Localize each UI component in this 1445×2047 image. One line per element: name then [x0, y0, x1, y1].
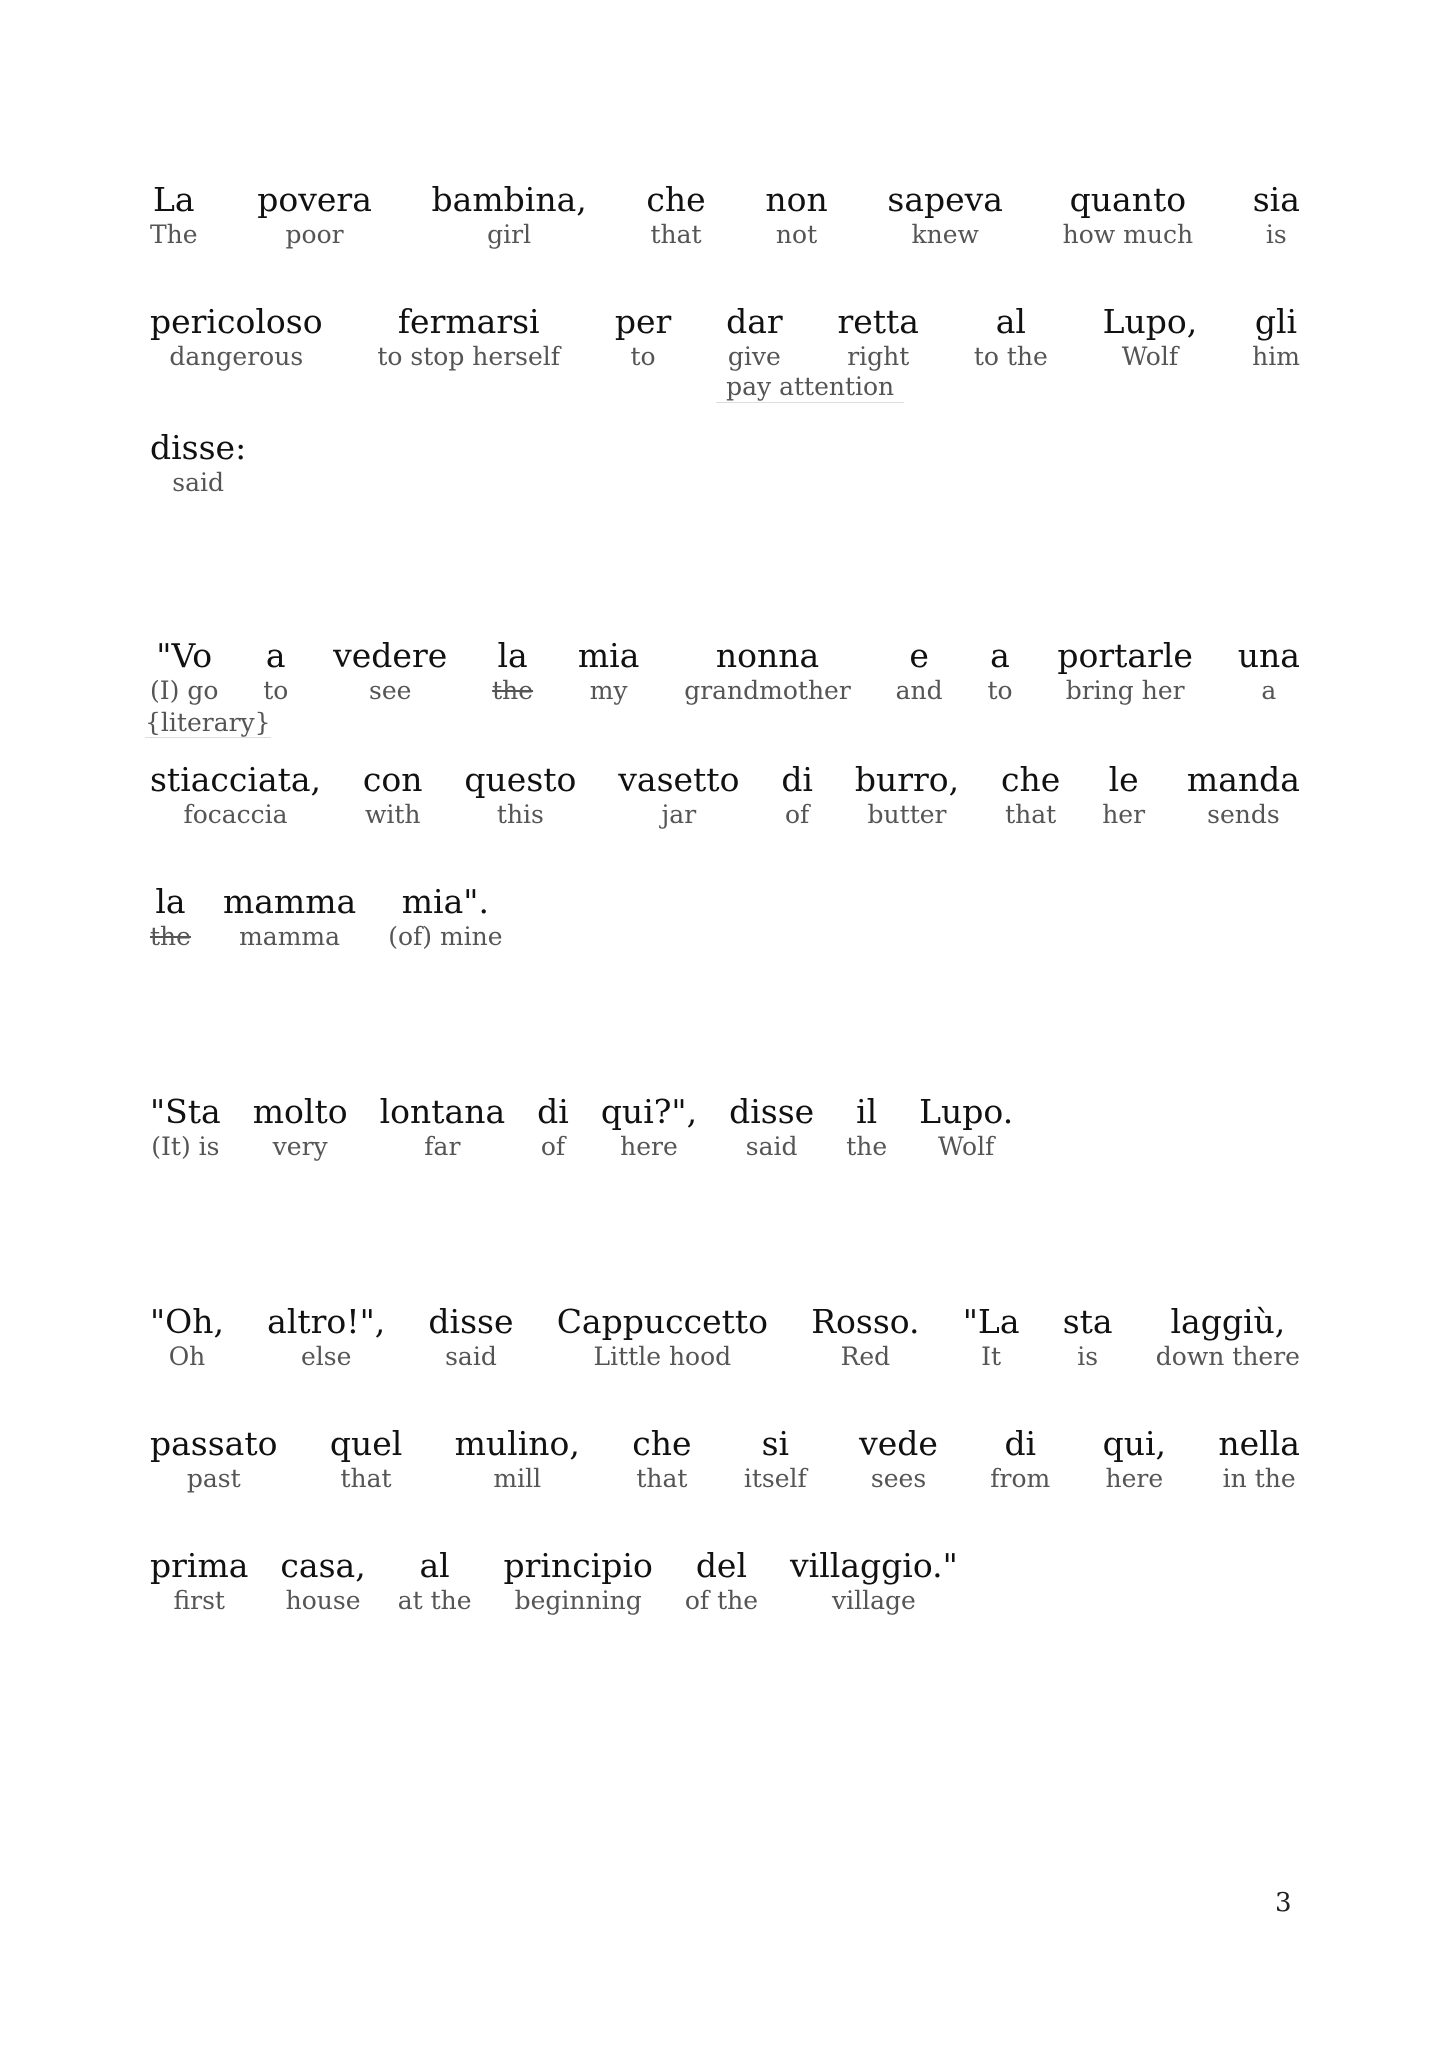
text-line [150, 428, 1300, 498]
english-gloss: (of) mine [388, 922, 503, 951]
text-line [150, 1546, 1300, 1616]
word-pair [150, 1546, 248, 1616]
word-pair [150, 428, 246, 498]
word-pair [455, 1424, 580, 1494]
english-gloss: the [846, 1132, 888, 1161]
italian-word: manda [1186, 760, 1300, 799]
word-pair [464, 760, 576, 830]
italian-word: una [1237, 636, 1300, 675]
word-pair [646, 180, 705, 250]
italian-word: "Oh, [150, 1302, 224, 1341]
italian-word: di [537, 1092, 569, 1131]
italian-word: di [1004, 1424, 1037, 1463]
english-gloss: is [1265, 220, 1287, 249]
english-gloss: down there [1155, 1342, 1300, 1371]
english-gloss: village [831, 1586, 916, 1615]
italian-word: sta [1062, 1302, 1113, 1341]
italian-word: che [646, 180, 706, 219]
english-gloss: (I) go [150, 676, 219, 705]
english-gloss: knew [911, 220, 979, 249]
word-pair [1252, 302, 1300, 372]
english-gloss: my [589, 676, 628, 705]
english-gloss: a [1261, 676, 1277, 705]
page-number: 3 [1275, 1888, 1292, 1918]
english-gloss: jar [661, 800, 697, 829]
text-line [150, 760, 1300, 830]
english-gloss: itself [743, 1464, 807, 1493]
english-gloss: beginning [514, 1586, 642, 1615]
word-pair [380, 1092, 506, 1162]
italian-word: disse [729, 1092, 815, 1131]
word-pair [632, 1424, 691, 1494]
english-gloss: at the [397, 1586, 472, 1615]
italian-word: di [781, 760, 813, 799]
italian-word: qui?", [600, 1092, 698, 1131]
word-pair [846, 1092, 887, 1162]
italian-word: che [632, 1424, 692, 1463]
word-pair [223, 882, 356, 952]
word-pair [263, 636, 288, 706]
english-gloss: that [650, 220, 702, 249]
text-line [150, 1424, 1300, 1494]
italian-word: gli [1254, 302, 1298, 341]
word-pair [919, 1092, 1013, 1162]
word-pair [790, 1546, 958, 1616]
word-pair [253, 1092, 348, 1162]
italian-word: al [995, 302, 1026, 341]
word-pair [330, 1424, 402, 1494]
english-gloss: dangerous [169, 342, 304, 371]
italian-word: al [419, 1546, 450, 1585]
english-gloss: not [775, 220, 818, 249]
italian-word: nella [1218, 1424, 1300, 1463]
word-pair [1001, 760, 1060, 830]
english-gloss: to [987, 676, 1013, 705]
italian-word: e [909, 636, 929, 675]
english-gloss: with [364, 800, 421, 829]
text-line [150, 636, 1300, 706]
word-pair [267, 1302, 385, 1372]
english-gloss: here [1105, 1464, 1164, 1493]
english-gloss: poor [285, 220, 344, 249]
english-gloss: that [340, 1464, 392, 1493]
italian-word: nonna [715, 636, 820, 675]
word-pair [557, 1302, 768, 1372]
english-gloss: sees [870, 1464, 927, 1493]
italian-word: villaggio." [790, 1546, 958, 1585]
italian-word: portarle [1057, 636, 1193, 675]
italian-word: la [155, 882, 186, 921]
word-pair [615, 302, 671, 372]
italian-word: a [265, 636, 286, 675]
word-pair [1187, 760, 1300, 830]
english-gloss: to [263, 676, 289, 705]
text-line [150, 1092, 1300, 1162]
english-gloss: bring her [1065, 676, 1185, 705]
word-pair [765, 180, 827, 250]
word-pair [257, 180, 372, 250]
word-pair [744, 1424, 807, 1494]
english-gloss: girl [487, 220, 532, 249]
word-pair [1063, 180, 1193, 250]
word-pair [1102, 760, 1145, 830]
word-pair [1253, 180, 1300, 250]
english-gloss: give [727, 342, 781, 371]
italian-word: qui, [1102, 1424, 1167, 1463]
english-gloss: the [150, 922, 191, 951]
english-gloss: else [300, 1342, 352, 1371]
english-gloss: of [540, 1132, 566, 1161]
word-pair [1103, 1424, 1166, 1494]
english-gloss: said [172, 468, 224, 497]
italian-word: sia [1252, 180, 1300, 219]
word-pair [150, 760, 321, 830]
english-gloss: him [1252, 342, 1300, 371]
english-gloss: see [368, 676, 412, 705]
italian-word: Lupo, [1102, 302, 1198, 341]
word-pair [887, 180, 1003, 250]
literary-note: {literary} [145, 708, 271, 737]
word-pair [859, 1424, 938, 1494]
word-pair [150, 180, 198, 250]
word-pair [150, 636, 218, 706]
english-gloss: of [785, 800, 810, 829]
english-gloss: that [636, 1464, 688, 1493]
english-gloss: her [1102, 800, 1146, 829]
italian-word: che [1001, 760, 1061, 799]
english-gloss: butter [867, 800, 947, 829]
italian-word: mamma [222, 882, 357, 921]
italian-word: il [856, 1092, 878, 1131]
italian-word: prima [150, 1546, 249, 1585]
english-gloss: said [745, 1132, 798, 1161]
english-gloss: the [492, 676, 534, 705]
italian-word: retta [837, 302, 919, 341]
italian-word: si [761, 1424, 790, 1463]
word-pair [280, 1546, 365, 1616]
word-pair [1063, 1302, 1113, 1372]
italian-word: laggiù, [1170, 1302, 1286, 1341]
word-pair [1103, 302, 1198, 372]
english-gloss: Wolf [938, 1132, 995, 1161]
word-pair [1238, 636, 1300, 706]
italian-word: burro, [854, 760, 960, 799]
italian-word: del [695, 1546, 748, 1585]
italian-word: con [362, 760, 423, 799]
word-pair [492, 636, 533, 706]
word-pair [990, 1424, 1050, 1494]
english-gloss: that [1005, 800, 1057, 829]
italian-word: bambina, [431, 180, 587, 219]
word-pair [781, 760, 813, 830]
english-gloss: sends [1207, 800, 1280, 829]
english-gloss: focaccia [183, 800, 288, 829]
word-pair [150, 1424, 277, 1494]
english-gloss: here [620, 1132, 678, 1161]
italian-word: le [1108, 760, 1139, 799]
italian-word: per [614, 302, 672, 341]
english-gloss: is [1077, 1342, 1099, 1371]
italian-word: non [765, 180, 828, 219]
italian-word: mia [577, 636, 640, 675]
italian-word: quel [329, 1424, 403, 1463]
word-pair [398, 1546, 472, 1616]
word-pair [333, 636, 447, 706]
italian-word: casa, [280, 1546, 366, 1585]
word-pair [363, 760, 423, 830]
italian-word: principio [503, 1546, 653, 1585]
word-pair [150, 1302, 224, 1372]
text-line [150, 302, 1300, 401]
word-pair [684, 636, 851, 706]
italian-word: Rosso. [811, 1302, 920, 1341]
italian-word: vasetto [618, 760, 740, 799]
italian-word: quanto [1069, 180, 1187, 219]
italian-word: la [497, 636, 528, 675]
word-pair [377, 302, 560, 372]
word-pair [837, 302, 919, 372]
english-gloss: far [424, 1132, 461, 1161]
italian-word: vedere [333, 636, 448, 675]
word-pair [601, 1092, 697, 1162]
english-gloss: Oh [168, 1342, 206, 1371]
italian-word: "La [962, 1302, 1020, 1341]
english-gloss: very [272, 1132, 328, 1161]
word-pair [1156, 1302, 1300, 1372]
italian-word: povera [257, 180, 372, 219]
english-gloss: to stop herself [377, 342, 561, 371]
italian-word: passato [150, 1424, 278, 1463]
italian-word: molto [252, 1092, 348, 1131]
italian-word: dar [726, 302, 783, 341]
italian-word: stiacciata, [150, 760, 322, 799]
word-pair [811, 1302, 919, 1372]
word-pair [578, 636, 640, 706]
idiom-gloss: pay attention [716, 372, 904, 403]
italian-word: a [990, 636, 1010, 675]
italian-word: sapeva [887, 180, 1003, 219]
italian-word: altro!", [267, 1302, 386, 1341]
italian-word: Cappuccetto [556, 1302, 768, 1341]
english-gloss: past [186, 1464, 241, 1493]
italian-word: mulino, [454, 1424, 580, 1463]
english-gloss: mill [493, 1464, 542, 1493]
word-pair [974, 302, 1048, 372]
italian-word: Lupo. [919, 1092, 1014, 1131]
english-gloss: to [630, 342, 656, 371]
italian-word: La [152, 180, 195, 219]
word-pair [987, 636, 1012, 706]
word-pair [504, 1546, 653, 1616]
english-gloss: Wolf [1121, 342, 1179, 371]
word-pair [428, 1302, 513, 1372]
english-gloss: Red [840, 1342, 891, 1371]
english-gloss: said [445, 1342, 497, 1371]
italian-word: "Sta [150, 1092, 221, 1131]
word-pair [432, 180, 587, 250]
word-pair [855, 760, 959, 830]
italian-word: "Vo [156, 636, 213, 675]
word-pair [1218, 1424, 1300, 1494]
english-gloss: this [496, 800, 544, 829]
english-gloss: how much [1062, 220, 1194, 249]
english-gloss: and [895, 676, 943, 705]
english-gloss: in the [1222, 1464, 1296, 1493]
word-pair [618, 760, 739, 830]
english-gloss: Little hood [593, 1342, 732, 1371]
italian-word: pericoloso [150, 302, 323, 341]
word-pair [150, 302, 323, 372]
word-pair [537, 1092, 569, 1162]
english-gloss: from [990, 1464, 1051, 1493]
word-pair [388, 882, 502, 952]
word-pair [685, 1546, 758, 1616]
english-gloss: of the [684, 1586, 759, 1615]
text-line [150, 882, 1300, 952]
english-gloss: The [150, 220, 198, 249]
english-gloss: mamma [239, 922, 341, 951]
italian-word: fermarsi [397, 302, 540, 341]
italian-word: lontana [379, 1092, 506, 1131]
english-gloss: first [173, 1586, 225, 1615]
italian-word: questo [464, 760, 577, 799]
english-gloss: to the [973, 342, 1048, 371]
word-pair [729, 1092, 814, 1162]
word-pair [1057, 636, 1193, 706]
english-gloss: house [285, 1586, 361, 1615]
text-line [150, 180, 1300, 250]
word-pair [963, 1302, 1020, 1372]
english-gloss: It [981, 1342, 1002, 1371]
italian-word: disse [428, 1302, 514, 1341]
italian-word: vede [859, 1424, 938, 1463]
text-line [150, 1302, 1300, 1372]
italian-word: disse: [150, 428, 247, 467]
word-pair [150, 882, 191, 952]
word-pair [896, 636, 943, 706]
english-gloss: grandmother [684, 676, 851, 705]
italian-word: mia". [401, 882, 489, 921]
english-gloss: (It) is [151, 1132, 220, 1161]
english-gloss: right [847, 342, 910, 371]
word-pair [150, 1092, 221, 1162]
